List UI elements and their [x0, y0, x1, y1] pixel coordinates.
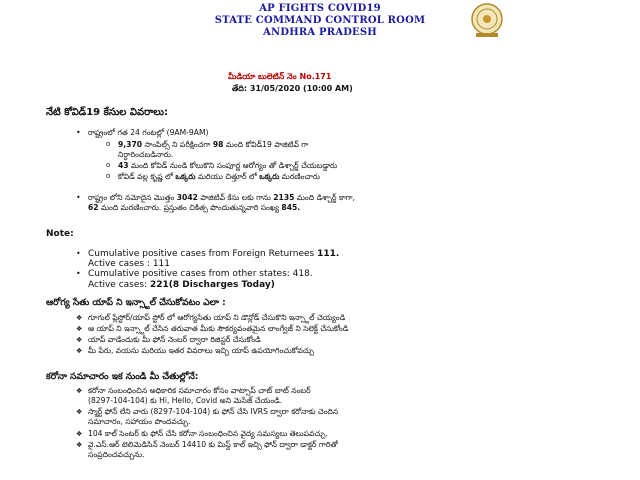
section2-heading: ఆరోగ్య సేతు యాప్ ని ఇన్స్టాల్ చేసుకోవటం ఎలా :: [46, 298, 226, 308]
list-item: [88, 269, 313, 279]
section1-heading: నేటి కోవిడ్19 కేసుల వివరాలు:: [46, 107, 169, 118]
list-item-continuation: నిర్ధారించబడినారు.: [118, 150, 174, 159]
list-item: [118, 140, 308, 150]
foreign-returnees-count: 111.: [317, 249, 340, 259]
text: మంది కోవిడ్19 పాజిటివ్ గా: [225, 140, 309, 149]
list-item-continuation: సమాచారం, సహాయం పొందవచ్చు.: [88, 417, 191, 426]
list-item: [118, 172, 320, 182]
list-item: ❖ 104 కాల్ సెంటర్ కు ఫోన్ చేసి కరోనా సంబంధించిన వైద్య సమస్యలు తెలుపవచ్చు.: [88, 429, 328, 439]
list-item: [88, 249, 339, 259]
list-item: ❖ గూగుల్ ప్లేస్టోర్/యాప్ స్టోర్ లో ఆరోగ్యసేతు యాప్ ని డౌన్లోడ్ చేసుకొని ఇన్స్టాల్ చెయ్యండి: [88, 313, 345, 323]
death-count-krishna: ఒక్కరు: [175, 172, 196, 181]
list-item-continuation: (8297-104-104) కు Hi, Hello, Covid అని మెసేజ్ చేయండి.: [88, 396, 283, 405]
list-item-continuation: సంప్రదించవచ్చును.: [88, 450, 145, 459]
total-discharged: 2135: [273, 193, 295, 202]
active-cases-other: [88, 280, 275, 290]
text: సాంపిల్స్ ని పరీక్షించగా: [144, 140, 211, 149]
text: Cumulative positive cases from Foreign Returnees: [88, 249, 315, 259]
total-positive: 3042: [176, 193, 198, 202]
text: పాజిటివ్ కేసు లకు గాను: [200, 193, 271, 202]
list-item: ❖ యాప్ వాడేందుకు మీ ఫోన్ నెంబర్ ద్వారా రిజిస్టర్ చేసుకోండి: [88, 335, 261, 345]
text: మరణించారు: [281, 172, 320, 181]
list-item: [88, 193, 355, 203]
list-item: ❖ కరోనా సంబంధించిన అధికారిక సమాచారం కోసం వాట్సాప్ చాట్ బాట్ నంబర్: [88, 386, 311, 396]
death-count-chittoor: ఒక్కరు: [259, 172, 280, 181]
header-state: ANDHRA PRADESH: [263, 27, 377, 38]
text: రాష్ట్రం లోని నమోదైన మొత్తం: [88, 193, 175, 202]
text: మంది డిశ్చార్జ్ కాగా,: [296, 193, 355, 202]
text: Cumulative positive cases from other states:: [88, 269, 290, 279]
other-states-count: 418.: [292, 269, 313, 279]
bulletin-date: [232, 84, 353, 95]
list-item: ❖ మీ పేరు, వయసు మరియు ఇతర వివరాలు ఇచ్చి యాప్ ఉపయోగించుకోవచ్చు: [88, 346, 314, 356]
state-emblem-icon: [470, 2, 504, 38]
text: కోవిడ్ వల్ల కృష్ణ లో: [118, 172, 173, 181]
total-deaths: 62: [88, 203, 99, 212]
text: మంది కోవిడ్ నుండి కోలుకొని సంపూర్ణ ఆరోగ్యం తో డిశ్చార్జ్ చేయబడ్డారు: [131, 161, 338, 170]
list-item-continuation: [88, 203, 300, 213]
date-label: తేది:: [232, 84, 248, 93]
discharges-today: 221(8 Discharges Today): [150, 280, 275, 290]
list-item: ❖ ఆ యాప్ ని ఇన్స్టాల్ చేసిన తరువాత మీకు సౌకర్యవంతమైన లాంగ్వేజ్ ని సెలెక్ట్ చేసుకోండి: [88, 324, 348, 334]
list-item: ❖ స్మార్ట్ ఫోన్ లేని వారు (8297-104-104) కు ఫోన్ చేసి IVRS ద్వారా కరోనాకు చెందిన: [88, 407, 338, 417]
samples-count: 9,370: [118, 140, 143, 149]
active-cases: 845.: [281, 203, 301, 212]
note-label: Note:: [46, 229, 74, 239]
section3-heading: కరోనా సమాచారం ఇక నుండి మీ చేతుల్లోనే:: [46, 372, 199, 382]
date-value: 31/05/2020 (10:00 AM): [249, 84, 353, 93]
header-title: AP FIGHTS COVID19: [259, 3, 381, 14]
list-item: [118, 161, 337, 171]
active-cases-foreign: Active cases : 111: [88, 259, 171, 269]
new-positive-count: 98: [212, 140, 224, 149]
text: మరియు చిత్తూర్ లో: [197, 172, 257, 181]
header-subtitle: STATE COMMAND CONTROL ROOM: [214, 15, 426, 26]
list-item: • రాష్ట్రంలో గత 24 గంటల్లో (9AM-9AM): [88, 128, 208, 138]
text: Active cases:: [88, 280, 148, 290]
text: మంది మరణించారు. ప్రస్తుతం చికిత్స పొందుతున్నవారి సంఖ్య: [101, 203, 279, 212]
bulletin-number: మీడియా బులెటిన్ నెం No.171: [228, 72, 332, 81]
list-item: ❖ వై.ఎస్.ఆర్ టెలిమెడిసిన్ నెంబర్ 14410 కు మిస్డ్ కాల్ ఇచ్చి ఫోన్ ద్వారా డాక్టర్ గారితో: [88, 440, 338, 450]
discharged-count: 43: [118, 161, 129, 170]
